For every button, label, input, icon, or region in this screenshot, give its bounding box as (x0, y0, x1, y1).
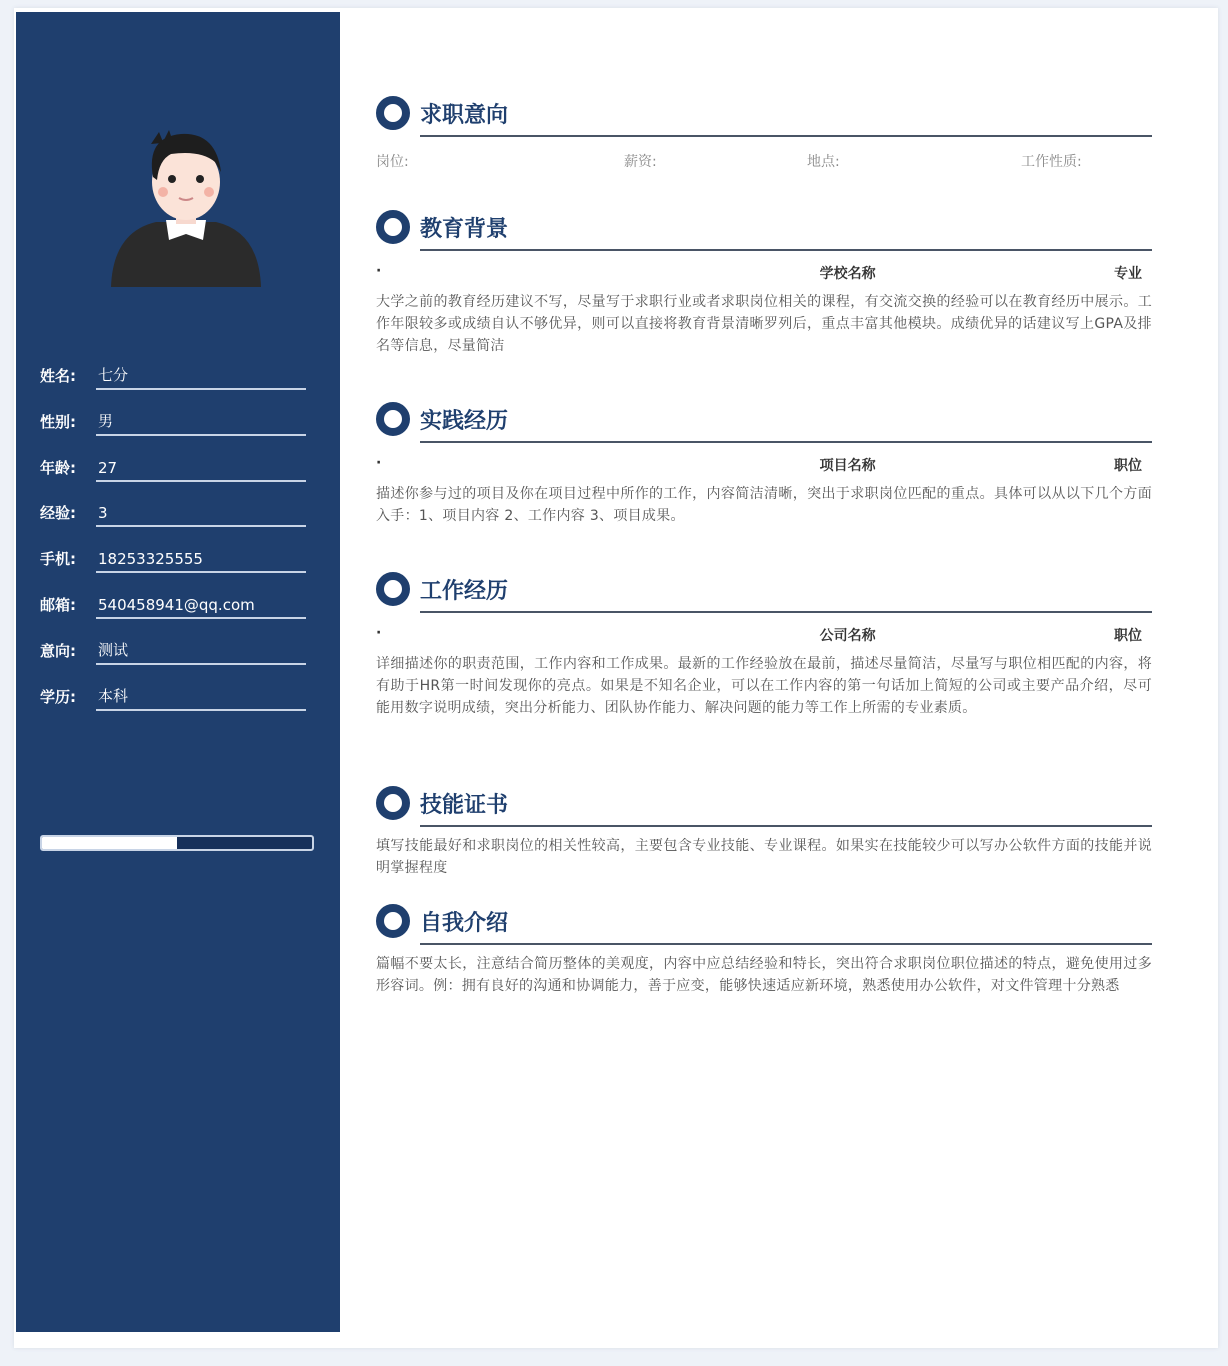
value: 测试 (96, 639, 306, 665)
field-job-type: 工作性质: (1021, 154, 1082, 170)
field-position: 岗位: (376, 154, 409, 170)
section-title: 求职意向 (420, 102, 509, 128)
section-work (376, 571, 1152, 719)
value: 本科 (96, 685, 306, 711)
project-name: 项目名称 (819, 458, 876, 474)
info-intent (40, 635, 306, 665)
description: 篇幅不要太长，注意结合简历整体的美观度，内容中应总结经验和特长，突出符合求职岗位职位描述的特点，避免使用过多形容词。例：拥有良好的沟通和协调能力，善于应变，能够快速适应新环境，熟悉使用办公软件，对文件管理十分熟悉 (376, 956, 1152, 994)
section-skills (376, 785, 1152, 879)
sidebar (16, 12, 340, 1332)
position: 职位 (1113, 458, 1142, 474)
progress-fill (42, 837, 177, 849)
info-degree (40, 681, 306, 711)
field-location: 地点: (807, 154, 840, 170)
field-salary: 薪资: (624, 154, 657, 170)
value: 七分 (96, 364, 306, 390)
label: 学历: (40, 688, 76, 706)
section-intent (376, 95, 1152, 171)
bullet: · (376, 263, 382, 279)
value: 18253325555 (96, 550, 306, 573)
label: 姓名: (40, 367, 76, 385)
section-practice (376, 401, 1152, 527)
section-title: 自我介绍 (420, 910, 509, 936)
company-name: 公司名称 (819, 628, 876, 644)
section-title: 教育背景 (420, 216, 509, 242)
label: 意向: (40, 642, 76, 660)
circle-bullet-icon (376, 572, 410, 606)
value: 540458941@qq.com (96, 596, 306, 619)
info-email (40, 589, 306, 619)
info-age (40, 452, 306, 482)
circle-bullet-icon (376, 96, 410, 130)
circle-bullet-icon (376, 402, 410, 436)
section-title: 工作经历 (420, 578, 509, 604)
label: 邮箱: (40, 596, 76, 614)
info-gender (40, 406, 306, 436)
value: 3 (96, 504, 306, 527)
description: 详细描述你的职责范围，工作内容和工作成果。最新的工作经验放在最前，描述尽量简洁，尽量写与职位相匹配的内容，将有助于HR第一时间发现你的亮点。如果是不知名企业，可以在工作内容的第一句话加上简短的公司或主要产品介绍，尽可能用数字说明成绩，突出分析能力、团队协作能力、解决问题的能力等工作上所需的专业素质。 (376, 656, 1152, 716)
divider (420, 825, 1152, 827)
info-phone (40, 543, 306, 573)
label: 性别: (40, 413, 76, 431)
major: 专业 (1113, 266, 1142, 282)
divider (420, 441, 1152, 443)
school-name: 学校名称 (819, 266, 876, 282)
circle-bullet-icon (376, 210, 410, 244)
label: 年龄: (40, 459, 76, 477)
description: 填写技能最好和求职岗位的相关性较高，主要包含专业技能、专业课程。如果实在技能较少可以写办公软件方面的技能并说明掌握程度 (376, 838, 1152, 876)
label: 手机: (40, 550, 76, 568)
section-title: 技能证书 (420, 792, 509, 818)
divider (420, 943, 1152, 945)
divider (420, 249, 1152, 251)
label: 经验: (40, 504, 76, 522)
value: 男 (96, 410, 306, 436)
info-name (40, 360, 306, 390)
skill-progress-bar (40, 835, 314, 851)
bullet: · (376, 625, 382, 641)
section-title: 实践经历 (420, 408, 509, 434)
bullet: · (376, 455, 382, 471)
section-about (376, 903, 1152, 997)
description: 描述你参与过的项目及你在项目过程中所作的工作，内容简洁清晰，突出于求职岗位匹配的重点。具体可以从以下几个方面入手：1、项目内容 2、工作内容 3、项目成果。 (376, 486, 1152, 524)
circle-bullet-icon (376, 786, 410, 820)
value: 27 (96, 459, 306, 482)
description: 大学之前的教育经历建议不写，尽量写于求职行业或者求职岗位相关的课程，有交流交换的经验可以在教育经历中展示。工作年限较多或成绩自认不够优异，则可以直接将教育背景清晰罗列后，重点丰富其他模块。成绩优异的话建议写上GPA及排名等信息，尽量简洁 (376, 294, 1152, 354)
avatar (111, 122, 261, 292)
divider (420, 611, 1152, 613)
circle-bullet-icon (376, 904, 410, 938)
info-experience (40, 497, 306, 527)
divider (420, 135, 1152, 137)
section-education (376, 209, 1152, 357)
position: 职位 (1113, 628, 1142, 644)
